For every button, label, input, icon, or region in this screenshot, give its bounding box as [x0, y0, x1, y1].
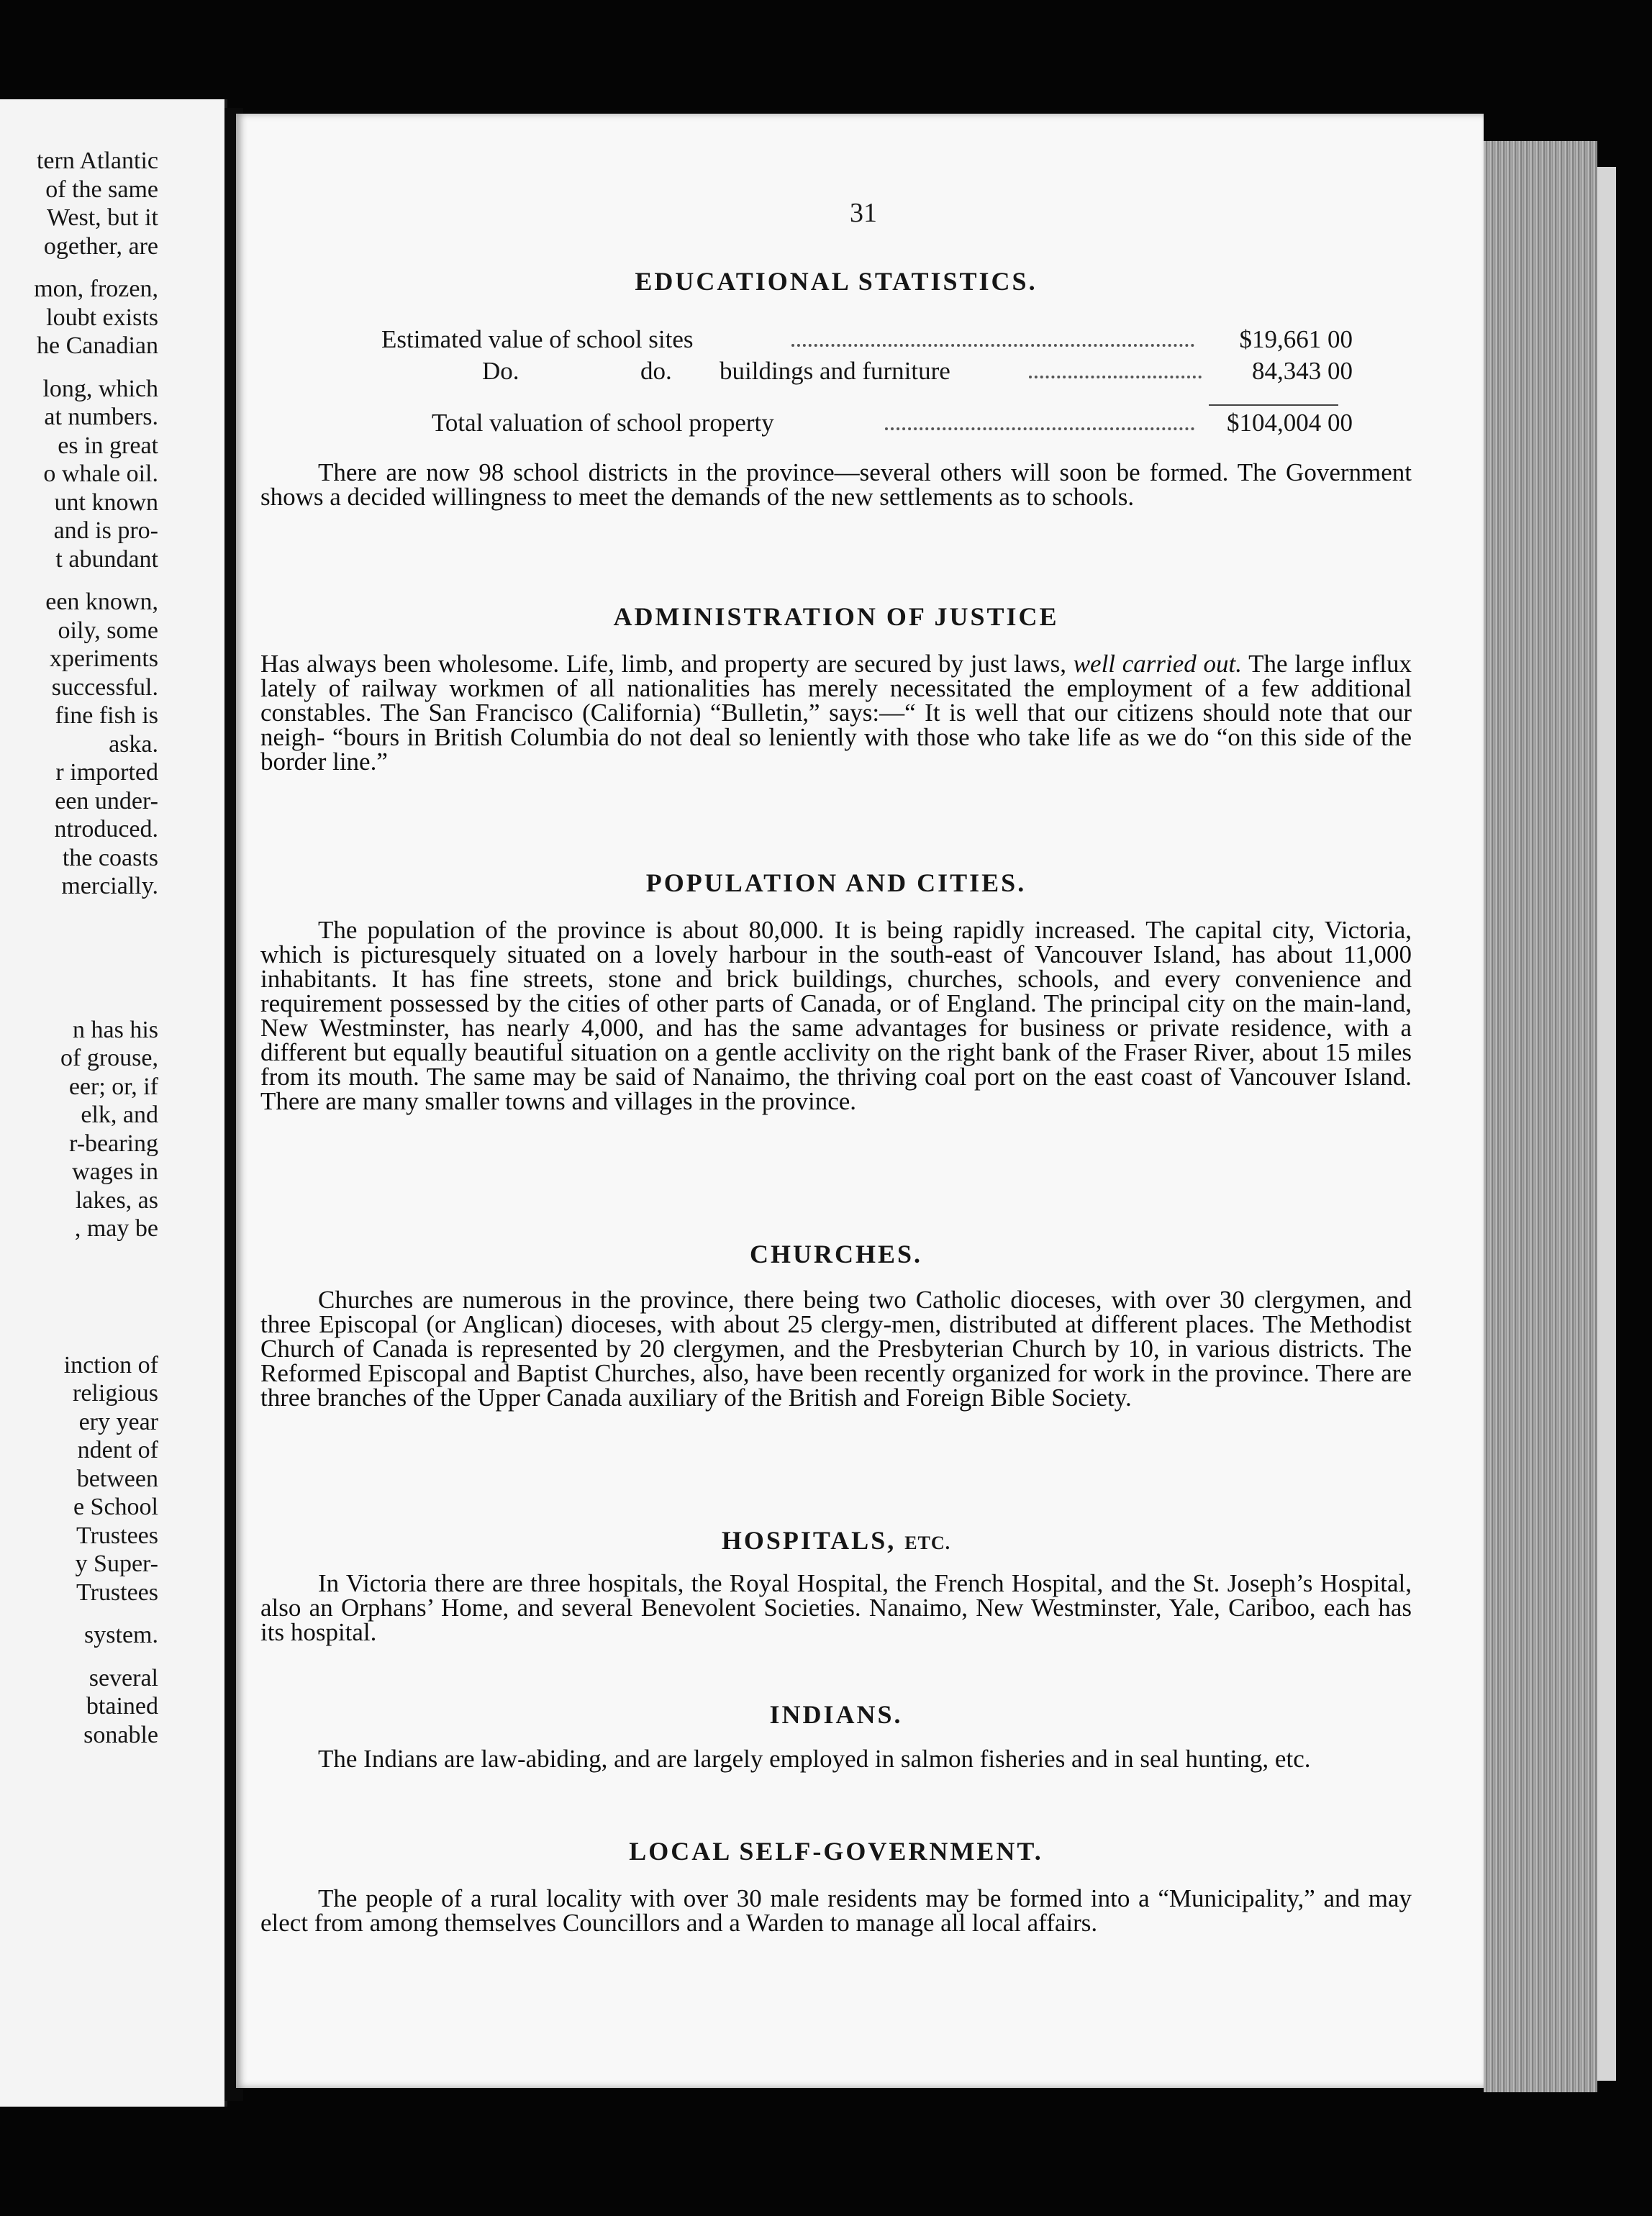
section-heading-justice: ADMINISTRATION OF JUSTICE [613, 602, 1059, 631]
educational-paragraph-block [260, 460, 1412, 509]
left-page-line: several [88, 1664, 158, 1691]
left-page-line: he Canadian [37, 332, 158, 359]
left-page-line: between [76, 1465, 158, 1492]
dot-leader [791, 344, 1194, 347]
left-page-line: tern Atlantic [36, 147, 158, 174]
left-page-line: of grouse, [60, 1045, 158, 1071]
educational-paragraph: There are now 98 school districts in the province—several others will soon be formed. The Government shows a decided willingness to meet the demands of the new settlements as to schools. [260, 458, 1412, 511]
section-heading-educational: EDUCATIONAL STATISTICS. [635, 267, 1038, 296]
left-page-line: o whale oil. [43, 460, 158, 487]
justice-paragraph: Has always been wholesome. Life, limb, and property are secured by just laws, well carried out. The large influx lately of railway workmen of all nationalities has merely necessitated the employment of a few additional constables. The San Francisco (California) “Bulletin,” says:—“ It is well that our citizens should note that our neigh- “bours in British Columbia do not deal so leniently with those who take life as we do “on this side of the border line.” [260, 650, 1412, 776]
indians-paragraph-block [260, 1747, 1412, 1771]
section-heading-churches: CHURCHES. [749, 1240, 923, 1268]
page-number: 31 [850, 198, 877, 228]
churches-paragraph: Churches are numerous in the province, there being two Catholic dioceses, with over 30 clergymen, and three Episcopal (or Anglican) dioceses, with about 25 clergy-men, distributed at different places. The Methodist Church of Canada is represented by 20 clergymen, and the Presbyterian Church by 10, in various districts. The Reformed Episcopal and Baptist Churches, also, have been recently organized for work in the province. There are three branches of the Upper Canada auxiliary of the British and Foreign Bible Society. [260, 1286, 1412, 1412]
left-page-line: Trustees [76, 1579, 158, 1606]
stat-value: $19,661 00 [1239, 325, 1353, 353]
left-page-line: successful. [51, 673, 158, 701]
stat-value: $104,004 00 [1227, 409, 1353, 437]
left-page-line: , may be [74, 1215, 158, 1242]
left-page-line: mercially. [61, 873, 158, 899]
stat-value: 84,343 00 [1252, 357, 1353, 385]
left-page-line: religious [73, 1380, 158, 1407]
left-page-line: t abundant [55, 545, 158, 573]
left-page-line: r-bearing [69, 1130, 158, 1157]
left-page-line: loubt exists [46, 304, 158, 331]
indians-section [260, 1699, 1412, 1730]
stat-label-ditto: do. [640, 357, 672, 385]
churches-section [260, 1239, 1412, 1269]
stat-label: buildings and furniture [720, 357, 950, 385]
left-page-line: unt known [54, 489, 158, 516]
left-page-line: y Super- [75, 1550, 158, 1577]
left-page-line: r imported [55, 759, 158, 786]
left-page-line: ndent of [77, 1437, 158, 1463]
page-edges-outer [1597, 167, 1616, 2081]
stat-label: Total valuation of school property [432, 409, 774, 437]
left-page-line: ery year [78, 1408, 158, 1435]
left-page-line: aska. [109, 730, 158, 758]
left-page-line: Trustees [76, 1522, 158, 1549]
local-government-paragraph: The people of a rural locality with over 30 male residents may be formed into a “Municipality,” and may elect from among themselves Councillors and a Warden to manage all local affairs. [260, 1884, 1412, 1937]
section-heading-population: POPULATION AND CITIES. [645, 868, 1027, 897]
left-page-line: long, which [42, 375, 158, 402]
left-page-fragment [0, 99, 227, 2107]
left-page-line: fine fish is [55, 702, 158, 729]
dot-leader [1029, 376, 1202, 378]
left-page-line: and is pro- [53, 517, 158, 544]
hospitals-paragraph: In Victoria there are three hospitals, the Royal Hospital, the French Hospital, and the St. Joseph’s Hospital, also an Orphans’ Home, and several Benevolent Societies. Nanaimo, New Westminster, Yale, Cariboo, each has its hospital. [260, 1569, 1412, 1646]
left-page-line: een known, [45, 589, 158, 615]
left-page-line: xperiments [49, 645, 158, 672]
left-page-line: es in great [58, 432, 158, 459]
page-edges [1484, 141, 1597, 2092]
section-heading-indians: INDIANS. [769, 1700, 903, 1729]
hospitals-section [260, 1525, 1412, 1556]
left-page-line: system. [84, 1622, 158, 1648]
left-page-line: ogether, are [43, 232, 158, 260]
educational-statistics-section [260, 266, 1412, 296]
left-page-line: elk, and [81, 1102, 158, 1128]
left-page-line: the coasts [62, 844, 158, 871]
left-page-line: n has his [73, 1016, 158, 1043]
population-paragraph-block [260, 918, 1412, 1114]
hospitals-paragraph-block [260, 1571, 1412, 1645]
churches-paragraph-block [260, 1288, 1412, 1410]
left-page-line: eer; or, if [68, 1073, 158, 1100]
left-page-line: of the same [45, 176, 158, 203]
stat-label-do: Do. [482, 357, 519, 385]
stat-label: Estimated value of school sites [381, 325, 694, 353]
left-page-line: West, but it [47, 204, 158, 231]
justice-paragraph-block [260, 652, 1412, 774]
left-page-line: inction of [63, 1351, 158, 1379]
left-page-line: wages in [72, 1158, 158, 1185]
indians-paragraph: The Indians are law-abiding, and are largely employed in salmon fisheries and in seal hunting, etc. [318, 1745, 1311, 1773]
left-page-line: btained [86, 1693, 158, 1720]
sum-rule [1209, 404, 1338, 406]
left-page-line: lakes, as [75, 1186, 158, 1214]
population-section [260, 868, 1412, 898]
left-page-line: at numbers. [44, 404, 158, 430]
population-paragraph: The population of the province is about 80,000. It is being rapidly increased. The capital city, Victoria, which is picturesquely situated on a lovely harbour in the south-east of Vancouver Island, has about 11,000 inhabitants. It has fine streets, stone and brick buildings, churches, schools, and every convenience and requirement possessed by the cities of other parts of Canada, or of England. The principal city on the main-land, New Westminster, has nearly 4,000, and has the same advantages for business or private residence, with a different but equally beautiful situation on a gentle acclivity on the right bank of the Fraser River, about 15 miles from its mouth. The same may be said of Nanaimo, the thriving coal port on the east coast of Vancouver Island. There are many smaller towns and villages in the province. [260, 916, 1412, 1115]
section-heading-local-government: LOCAL SELF-GOVERNMENT. [629, 1837, 1043, 1866]
dot-leader [885, 427, 1194, 430]
justice-section [260, 601, 1412, 632]
local-government-paragraph-block [260, 1886, 1412, 1935]
left-page-line: een under- [55, 787, 158, 814]
left-page-line: ntroduced. [54, 816, 158, 843]
section-heading-hospitals: HOSPITALS, ETC. [721, 1526, 951, 1555]
local-government-section [260, 1836, 1412, 1866]
left-page-line: mon, frozen, [34, 276, 158, 302]
left-page-line: e School [73, 1494, 158, 1520]
left-page-line: oily, some [58, 617, 158, 644]
left-page-line: sonable [83, 1721, 158, 1748]
